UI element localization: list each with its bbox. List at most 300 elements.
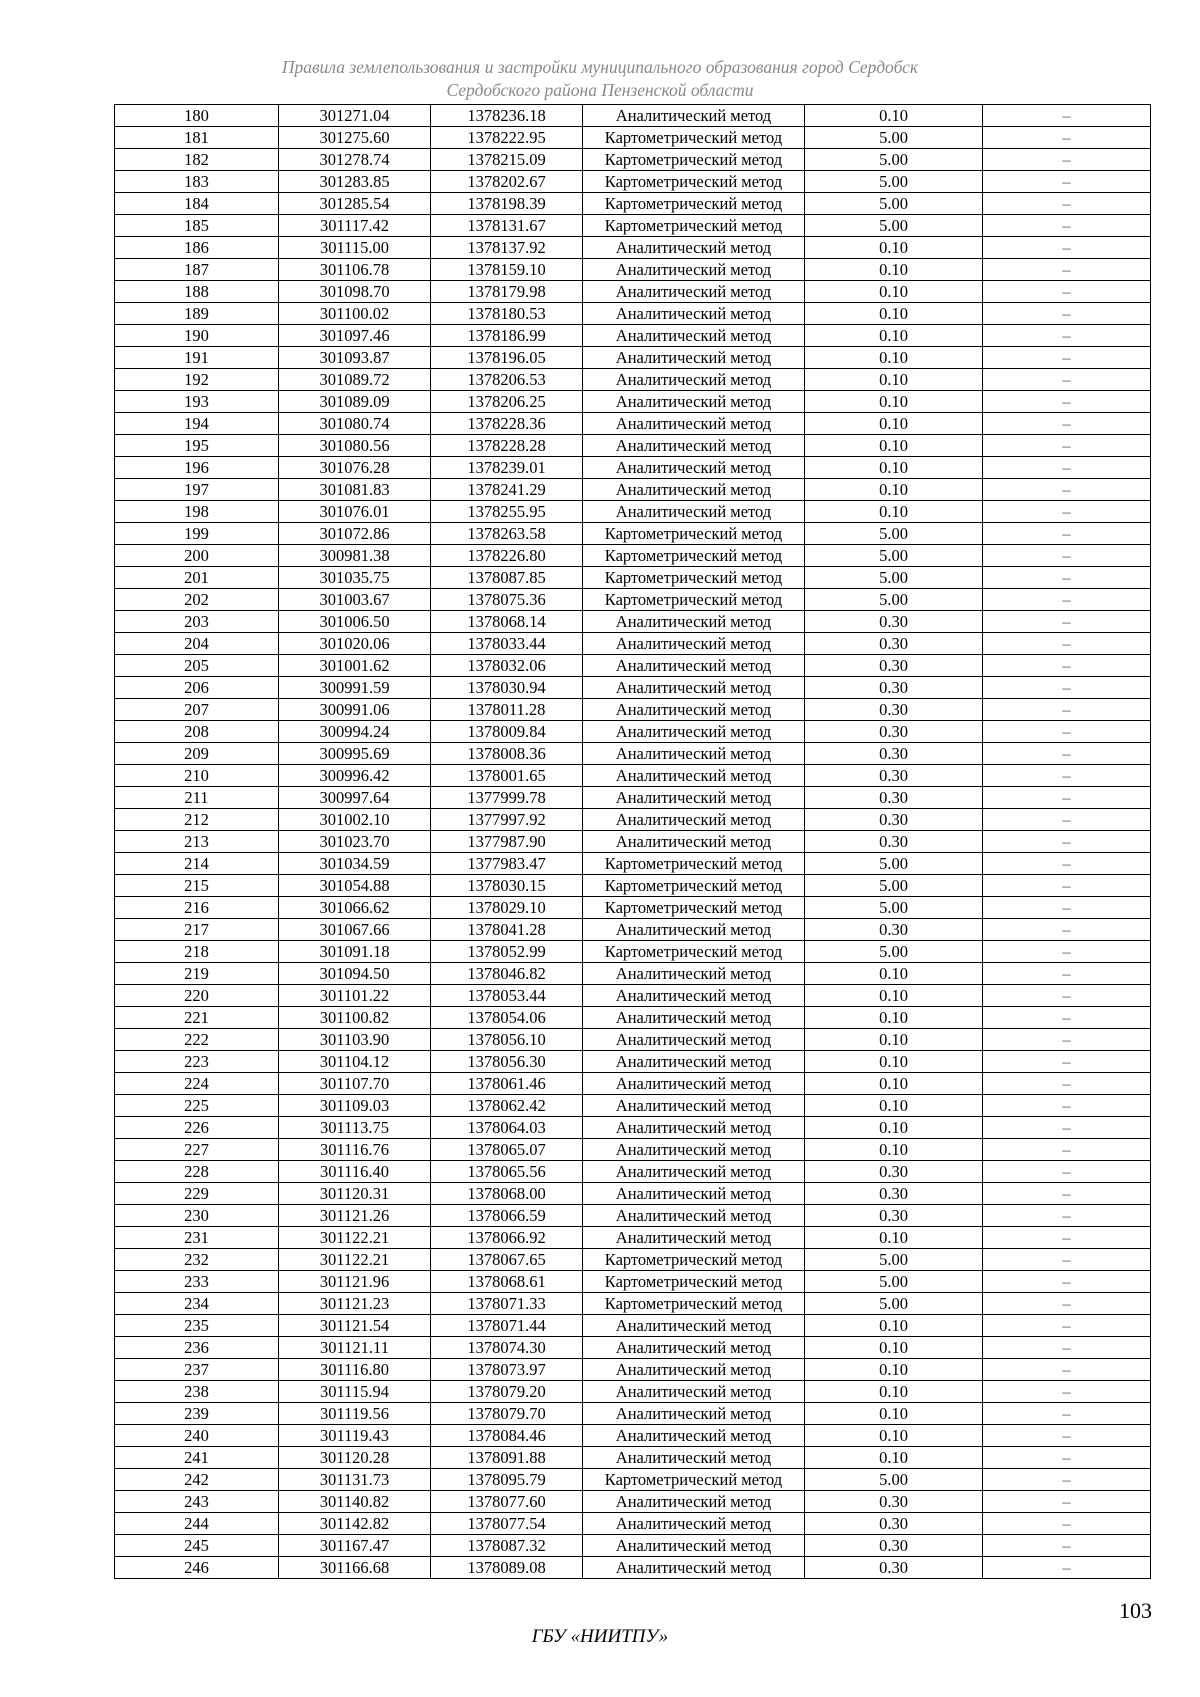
- x-coordinate-cell: 301131.73: [279, 1469, 431, 1491]
- point-number-cell: 194: [115, 413, 279, 435]
- accuracy-cell: 0.10: [805, 1425, 983, 1447]
- method-cell: Аналитический метод: [583, 369, 805, 391]
- note-cell: –: [983, 237, 1151, 259]
- note-cell: –: [983, 413, 1151, 435]
- x-coordinate-cell: 301093.87: [279, 347, 431, 369]
- x-coordinate-cell: 301020.06: [279, 633, 431, 655]
- note-cell: –: [983, 589, 1151, 611]
- x-coordinate-cell: 301101.22: [279, 985, 431, 1007]
- note-cell: –: [983, 127, 1151, 149]
- table-row: [115, 1051, 1151, 1073]
- table-row: [115, 1139, 1151, 1161]
- method-cell: Картометрический метод: [583, 545, 805, 567]
- method-cell: Аналитический метод: [583, 237, 805, 259]
- table-row: [115, 1491, 1151, 1513]
- note-cell: –: [983, 985, 1151, 1007]
- point-number-cell: 221: [115, 1007, 279, 1029]
- point-number-cell: 191: [115, 347, 279, 369]
- x-coordinate-cell: 301076.28: [279, 457, 431, 479]
- note-cell: –: [983, 1381, 1151, 1403]
- accuracy-cell: 5.00: [805, 1469, 983, 1491]
- method-cell: Аналитический метод: [583, 1139, 805, 1161]
- point-number-cell: 189: [115, 303, 279, 325]
- point-number-cell: 218: [115, 941, 279, 963]
- point-number-cell: 187: [115, 259, 279, 281]
- point-number-cell: 186: [115, 237, 279, 259]
- point-number-cell: 225: [115, 1095, 279, 1117]
- accuracy-cell: 0.10: [805, 1117, 983, 1139]
- x-coordinate-cell: 301001.62: [279, 655, 431, 677]
- method-cell: Аналитический метод: [583, 1161, 805, 1183]
- accuracy-cell: 5.00: [805, 127, 983, 149]
- accuracy-cell: 5.00: [805, 589, 983, 611]
- method-cell: Аналитический метод: [583, 611, 805, 633]
- table-row: [115, 259, 1151, 281]
- method-cell: Аналитический метод: [583, 1381, 805, 1403]
- y-coordinate-cell: 1378068.14: [431, 611, 583, 633]
- y-coordinate-cell: 1378236.18: [431, 105, 583, 127]
- y-coordinate-cell: 1378087.32: [431, 1535, 583, 1557]
- point-number-cell: 210: [115, 765, 279, 787]
- x-coordinate-cell: 301271.04: [279, 105, 431, 127]
- y-coordinate-cell: 1378001.65: [431, 765, 583, 787]
- accuracy-cell: 0.30: [805, 611, 983, 633]
- accuracy-cell: 0.30: [805, 1491, 983, 1513]
- note-cell: –: [983, 1051, 1151, 1073]
- accuracy-cell: 5.00: [805, 1293, 983, 1315]
- accuracy-cell: 0.10: [805, 1403, 983, 1425]
- note-cell: –: [983, 281, 1151, 303]
- y-coordinate-cell: 1378131.67: [431, 215, 583, 237]
- table-row: [115, 1227, 1151, 1249]
- table-row: [115, 1161, 1151, 1183]
- method-cell: Аналитический метод: [583, 809, 805, 831]
- y-coordinate-cell: 1378068.61: [431, 1271, 583, 1293]
- page-header: [0, 56, 1200, 102]
- y-coordinate-cell: 1378071.33: [431, 1293, 583, 1315]
- accuracy-cell: 0.10: [805, 457, 983, 479]
- y-coordinate-cell: 1378066.92: [431, 1227, 583, 1249]
- table-row: [115, 809, 1151, 831]
- point-number-cell: 240: [115, 1425, 279, 1447]
- accuracy-cell: 0.10: [805, 1029, 983, 1051]
- x-coordinate-cell: 301103.90: [279, 1029, 431, 1051]
- note-cell: –: [983, 1315, 1151, 1337]
- note-cell: –: [983, 391, 1151, 413]
- x-coordinate-cell: 300991.59: [279, 677, 431, 699]
- note-cell: –: [983, 435, 1151, 457]
- method-cell: Аналитический метод: [583, 1051, 805, 1073]
- method-cell: Картометрический метод: [583, 215, 805, 237]
- note-cell: –: [983, 1271, 1151, 1293]
- accuracy-cell: 0.30: [805, 787, 983, 809]
- y-coordinate-cell: 1378087.85: [431, 567, 583, 589]
- accuracy-cell: 0.10: [805, 479, 983, 501]
- y-coordinate-cell: 1378041.28: [431, 919, 583, 941]
- table-row: [115, 171, 1151, 193]
- x-coordinate-cell: 301034.59: [279, 853, 431, 875]
- point-number-cell: 235: [115, 1315, 279, 1337]
- point-number-cell: 244: [115, 1513, 279, 1535]
- x-coordinate-cell: 301002.10: [279, 809, 431, 831]
- y-coordinate-cell: 1378228.36: [431, 413, 583, 435]
- point-number-cell: 185: [115, 215, 279, 237]
- point-number-cell: 215: [115, 875, 279, 897]
- table-row: [115, 831, 1151, 853]
- method-cell: Картометрический метод: [583, 1271, 805, 1293]
- note-cell: –: [983, 1161, 1151, 1183]
- accuracy-cell: 0.10: [805, 237, 983, 259]
- point-number-cell: 213: [115, 831, 279, 853]
- note-cell: –: [983, 523, 1151, 545]
- accuracy-cell: 5.00: [805, 1249, 983, 1271]
- point-number-cell: 201: [115, 567, 279, 589]
- note-cell: –: [983, 1073, 1151, 1095]
- table-row: [115, 1469, 1151, 1491]
- note-cell: –: [983, 303, 1151, 325]
- y-coordinate-cell: 1378030.94: [431, 677, 583, 699]
- note-cell: –: [983, 259, 1151, 281]
- table-row: [115, 1249, 1151, 1271]
- accuracy-cell: 0.10: [805, 985, 983, 1007]
- accuracy-cell: 0.10: [805, 1073, 983, 1095]
- x-coordinate-cell: 300997.64: [279, 787, 431, 809]
- point-number-cell: 193: [115, 391, 279, 413]
- y-coordinate-cell: 1377997.92: [431, 809, 583, 831]
- note-cell: –: [983, 479, 1151, 501]
- point-number-cell: 233: [115, 1271, 279, 1293]
- table-row: [115, 281, 1151, 303]
- table-row: [115, 743, 1151, 765]
- y-coordinate-cell: 1378179.98: [431, 281, 583, 303]
- accuracy-cell: 0.10: [805, 1227, 983, 1249]
- note-cell: –: [983, 743, 1151, 765]
- method-cell: Аналитический метод: [583, 1183, 805, 1205]
- accuracy-cell: 0.30: [805, 655, 983, 677]
- note-cell: –: [983, 1095, 1151, 1117]
- y-coordinate-cell: 1377983.47: [431, 853, 583, 875]
- table-row: [115, 1447, 1151, 1469]
- x-coordinate-cell: 301116.80: [279, 1359, 431, 1381]
- point-number-cell: 212: [115, 809, 279, 831]
- table-row: [115, 1425, 1151, 1447]
- method-cell: Аналитический метод: [583, 765, 805, 787]
- y-coordinate-cell: 1378263.58: [431, 523, 583, 545]
- accuracy-cell: 0.30: [805, 1183, 983, 1205]
- note-cell: –: [983, 1227, 1151, 1249]
- point-number-cell: 226: [115, 1117, 279, 1139]
- method-cell: Аналитический метод: [583, 1425, 805, 1447]
- y-coordinate-cell: 1378056.30: [431, 1051, 583, 1073]
- accuracy-cell: 5.00: [805, 897, 983, 919]
- accuracy-cell: 0.30: [805, 1513, 983, 1535]
- page-footer: ГБУ «НИИТПУ»: [531, 1626, 669, 1647]
- table-row: [115, 1095, 1151, 1117]
- method-cell: Аналитический метод: [583, 831, 805, 853]
- point-number-cell: 192: [115, 369, 279, 391]
- method-cell: Картометрический метод: [583, 149, 805, 171]
- x-coordinate-cell: 301100.02: [279, 303, 431, 325]
- note-cell: –: [983, 721, 1151, 743]
- method-cell: Картометрический метод: [583, 941, 805, 963]
- x-coordinate-cell: 301120.28: [279, 1447, 431, 1469]
- note-cell: –: [983, 1139, 1151, 1161]
- method-cell: Аналитический метод: [583, 677, 805, 699]
- table-row: [115, 985, 1151, 1007]
- method-cell: Картометрический метод: [583, 1293, 805, 1315]
- method-cell: Аналитический метод: [583, 1491, 805, 1513]
- y-coordinate-cell: 1377987.90: [431, 831, 583, 853]
- note-cell: –: [983, 677, 1151, 699]
- accuracy-cell: 5.00: [805, 193, 983, 215]
- y-coordinate-cell: 1378065.07: [431, 1139, 583, 1161]
- accuracy-cell: 0.10: [805, 259, 983, 281]
- point-number-cell: 200: [115, 545, 279, 567]
- y-coordinate-cell: 1378239.01: [431, 457, 583, 479]
- accuracy-cell: 0.10: [805, 1315, 983, 1337]
- x-coordinate-cell: 301275.60: [279, 127, 431, 149]
- x-coordinate-cell: 301116.76: [279, 1139, 431, 1161]
- table-row: [115, 303, 1151, 325]
- point-number-cell: 184: [115, 193, 279, 215]
- y-coordinate-cell: 1378077.54: [431, 1513, 583, 1535]
- method-cell: Аналитический метод: [583, 1359, 805, 1381]
- y-coordinate-cell: 1378241.29: [431, 479, 583, 501]
- x-coordinate-cell: 301120.31: [279, 1183, 431, 1205]
- y-coordinate-cell: 1378061.46: [431, 1073, 583, 1095]
- point-number-cell: 202: [115, 589, 279, 611]
- note-cell: –: [983, 655, 1151, 677]
- accuracy-cell: 0.30: [805, 765, 983, 787]
- y-coordinate-cell: 1378032.06: [431, 655, 583, 677]
- x-coordinate-cell: 301166.68: [279, 1557, 431, 1579]
- note-cell: –: [983, 1557, 1151, 1579]
- method-cell: Аналитический метод: [583, 1337, 805, 1359]
- note-cell: –: [983, 325, 1151, 347]
- accuracy-cell: 0.10: [805, 369, 983, 391]
- x-coordinate-cell: 301106.78: [279, 259, 431, 281]
- accuracy-cell: 0.10: [805, 963, 983, 985]
- accuracy-cell: 5.00: [805, 523, 983, 545]
- y-coordinate-cell: 1378206.53: [431, 369, 583, 391]
- method-cell: Картометрический метод: [583, 589, 805, 611]
- y-coordinate-cell: 1378186.99: [431, 325, 583, 347]
- x-coordinate-cell: 301097.46: [279, 325, 431, 347]
- method-cell: Аналитический метод: [583, 391, 805, 413]
- table-row: [115, 941, 1151, 963]
- note-cell: –: [983, 1293, 1151, 1315]
- point-number-cell: 188: [115, 281, 279, 303]
- x-coordinate-cell: 301054.88: [279, 875, 431, 897]
- accuracy-cell: 0.10: [805, 105, 983, 127]
- y-coordinate-cell: 1378077.60: [431, 1491, 583, 1513]
- table-row: [115, 413, 1151, 435]
- table-row: [115, 1359, 1151, 1381]
- note-cell: –: [983, 1491, 1151, 1513]
- table-row: [115, 677, 1151, 699]
- y-coordinate-cell: 1378222.95: [431, 127, 583, 149]
- point-number-cell: 206: [115, 677, 279, 699]
- y-coordinate-cell: 1378068.00: [431, 1183, 583, 1205]
- header-title-line-1: Правила землепользования и застройки муниципального образования город Сердобск: [281, 57, 919, 77]
- note-cell: –: [983, 567, 1151, 589]
- point-number-cell: 217: [115, 919, 279, 941]
- accuracy-cell: 0.30: [805, 1161, 983, 1183]
- method-cell: Картометрический метод: [583, 567, 805, 589]
- accuracy-cell: 0.30: [805, 633, 983, 655]
- method-cell: Аналитический метод: [583, 325, 805, 347]
- y-coordinate-cell: 1378226.80: [431, 545, 583, 567]
- x-coordinate-cell: 301098.70: [279, 281, 431, 303]
- coordinates-table-body: [115, 105, 1151, 1579]
- point-number-cell: 205: [115, 655, 279, 677]
- accuracy-cell: 0.30: [805, 1557, 983, 1579]
- accuracy-cell: 5.00: [805, 149, 983, 171]
- y-coordinate-cell: 1378064.03: [431, 1117, 583, 1139]
- x-coordinate-cell: 301094.50: [279, 963, 431, 985]
- point-number-cell: 224: [115, 1073, 279, 1095]
- point-number-cell: 180: [115, 105, 279, 127]
- table-row: [115, 765, 1151, 787]
- point-number-cell: 197: [115, 479, 279, 501]
- method-cell: Картометрический метод: [583, 193, 805, 215]
- y-coordinate-cell: 1378066.59: [431, 1205, 583, 1227]
- accuracy-cell: 0.10: [805, 1139, 983, 1161]
- point-number-cell: 245: [115, 1535, 279, 1557]
- x-coordinate-cell: 300981.38: [279, 545, 431, 567]
- accuracy-cell: 0.30: [805, 1205, 983, 1227]
- point-number-cell: 195: [115, 435, 279, 457]
- accuracy-cell: 5.00: [805, 1271, 983, 1293]
- accuracy-cell: 0.30: [805, 699, 983, 721]
- y-coordinate-cell: 1378065.56: [431, 1161, 583, 1183]
- y-coordinate-cell: 1378030.15: [431, 875, 583, 897]
- x-coordinate-cell: 301121.23: [279, 1293, 431, 1315]
- page-number: 103: [1119, 1598, 1152, 1623]
- x-coordinate-cell: 301117.42: [279, 215, 431, 237]
- y-coordinate-cell: 1378228.28: [431, 435, 583, 457]
- x-coordinate-cell: 301100.82: [279, 1007, 431, 1029]
- x-coordinate-cell: 301119.43: [279, 1425, 431, 1447]
- table-row: [115, 1337, 1151, 1359]
- note-cell: –: [983, 1359, 1151, 1381]
- method-cell: Аналитический метод: [583, 259, 805, 281]
- x-coordinate-cell: 301104.12: [279, 1051, 431, 1073]
- accuracy-cell: 0.10: [805, 1359, 983, 1381]
- x-coordinate-cell: 301121.96: [279, 1271, 431, 1293]
- point-number-cell: 228: [115, 1161, 279, 1183]
- accuracy-cell: 0.30: [805, 721, 983, 743]
- method-cell: Картометрический метод: [583, 1249, 805, 1271]
- method-cell: Аналитический метод: [583, 1227, 805, 1249]
- y-coordinate-cell: 1378008.36: [431, 743, 583, 765]
- table-row: [115, 1513, 1151, 1535]
- accuracy-cell: 0.30: [805, 919, 983, 941]
- note-cell: –: [983, 1403, 1151, 1425]
- table-row: [115, 655, 1151, 677]
- table-row: [115, 1293, 1151, 1315]
- note-cell: –: [983, 853, 1151, 875]
- note-cell: –: [983, 919, 1151, 941]
- table-row: [115, 633, 1151, 655]
- note-cell: –: [983, 765, 1151, 787]
- y-coordinate-cell: 1378159.10: [431, 259, 583, 281]
- accuracy-cell: 5.00: [805, 171, 983, 193]
- table-row: [115, 1557, 1151, 1579]
- accuracy-cell: 0.10: [805, 391, 983, 413]
- x-coordinate-cell: 301121.26: [279, 1205, 431, 1227]
- point-number-cell: 216: [115, 897, 279, 919]
- method-cell: Аналитический метод: [583, 457, 805, 479]
- point-number-cell: 241: [115, 1447, 279, 1469]
- y-coordinate-cell: 1378255.95: [431, 501, 583, 523]
- y-coordinate-cell: 1378089.08: [431, 1557, 583, 1579]
- table-row: [115, 1315, 1151, 1337]
- note-cell: –: [983, 1469, 1151, 1491]
- table-row: [115, 567, 1151, 589]
- table-row: [115, 1029, 1151, 1051]
- x-coordinate-cell: 301089.09: [279, 391, 431, 413]
- method-cell: Аналитический метод: [583, 1073, 805, 1095]
- method-cell: Картометрический метод: [583, 171, 805, 193]
- point-number-cell: 204: [115, 633, 279, 655]
- x-coordinate-cell: 301285.54: [279, 193, 431, 215]
- note-cell: –: [983, 1425, 1151, 1447]
- note-cell: –: [983, 171, 1151, 193]
- method-cell: Аналитический метод: [583, 633, 805, 655]
- point-number-cell: 220: [115, 985, 279, 1007]
- y-coordinate-cell: 1378056.10: [431, 1029, 583, 1051]
- accuracy-cell: 0.30: [805, 743, 983, 765]
- note-cell: –: [983, 1029, 1151, 1051]
- x-coordinate-cell: 300991.06: [279, 699, 431, 721]
- method-cell: Аналитический метод: [583, 787, 805, 809]
- note-cell: –: [983, 787, 1151, 809]
- accuracy-cell: 0.10: [805, 1447, 983, 1469]
- table-row: [115, 105, 1151, 127]
- x-coordinate-cell: 301080.74: [279, 413, 431, 435]
- point-number-cell: 232: [115, 1249, 279, 1271]
- point-number-cell: 230: [115, 1205, 279, 1227]
- y-coordinate-cell: 1378053.44: [431, 985, 583, 1007]
- method-cell: Картометрический метод: [583, 853, 805, 875]
- point-number-cell: 243: [115, 1491, 279, 1513]
- note-cell: –: [983, 1337, 1151, 1359]
- method-cell: Аналитический метод: [583, 1315, 805, 1337]
- method-cell: Аналитический метод: [583, 919, 805, 941]
- x-coordinate-cell: 301278.74: [279, 149, 431, 171]
- method-cell: Аналитический метод: [583, 985, 805, 1007]
- accuracy-cell: 5.00: [805, 567, 983, 589]
- y-coordinate-cell: 1378011.28: [431, 699, 583, 721]
- x-coordinate-cell: 301121.11: [279, 1337, 431, 1359]
- x-coordinate-cell: 300996.42: [279, 765, 431, 787]
- y-coordinate-cell: 1378074.30: [431, 1337, 583, 1359]
- y-coordinate-cell: 1377999.78: [431, 787, 583, 809]
- table-row: [115, 1381, 1151, 1403]
- table-row: [115, 523, 1151, 545]
- point-number-cell: 190: [115, 325, 279, 347]
- point-number-cell: 237: [115, 1359, 279, 1381]
- note-cell: –: [983, 699, 1151, 721]
- note-cell: –: [983, 1249, 1151, 1271]
- point-number-cell: 203: [115, 611, 279, 633]
- y-coordinate-cell: 1378091.88: [431, 1447, 583, 1469]
- note-cell: –: [983, 1535, 1151, 1557]
- y-coordinate-cell: 1378046.82: [431, 963, 583, 985]
- accuracy-cell: 0.10: [805, 347, 983, 369]
- header-title-line-2: Сердобского района Пензенской области: [446, 80, 754, 100]
